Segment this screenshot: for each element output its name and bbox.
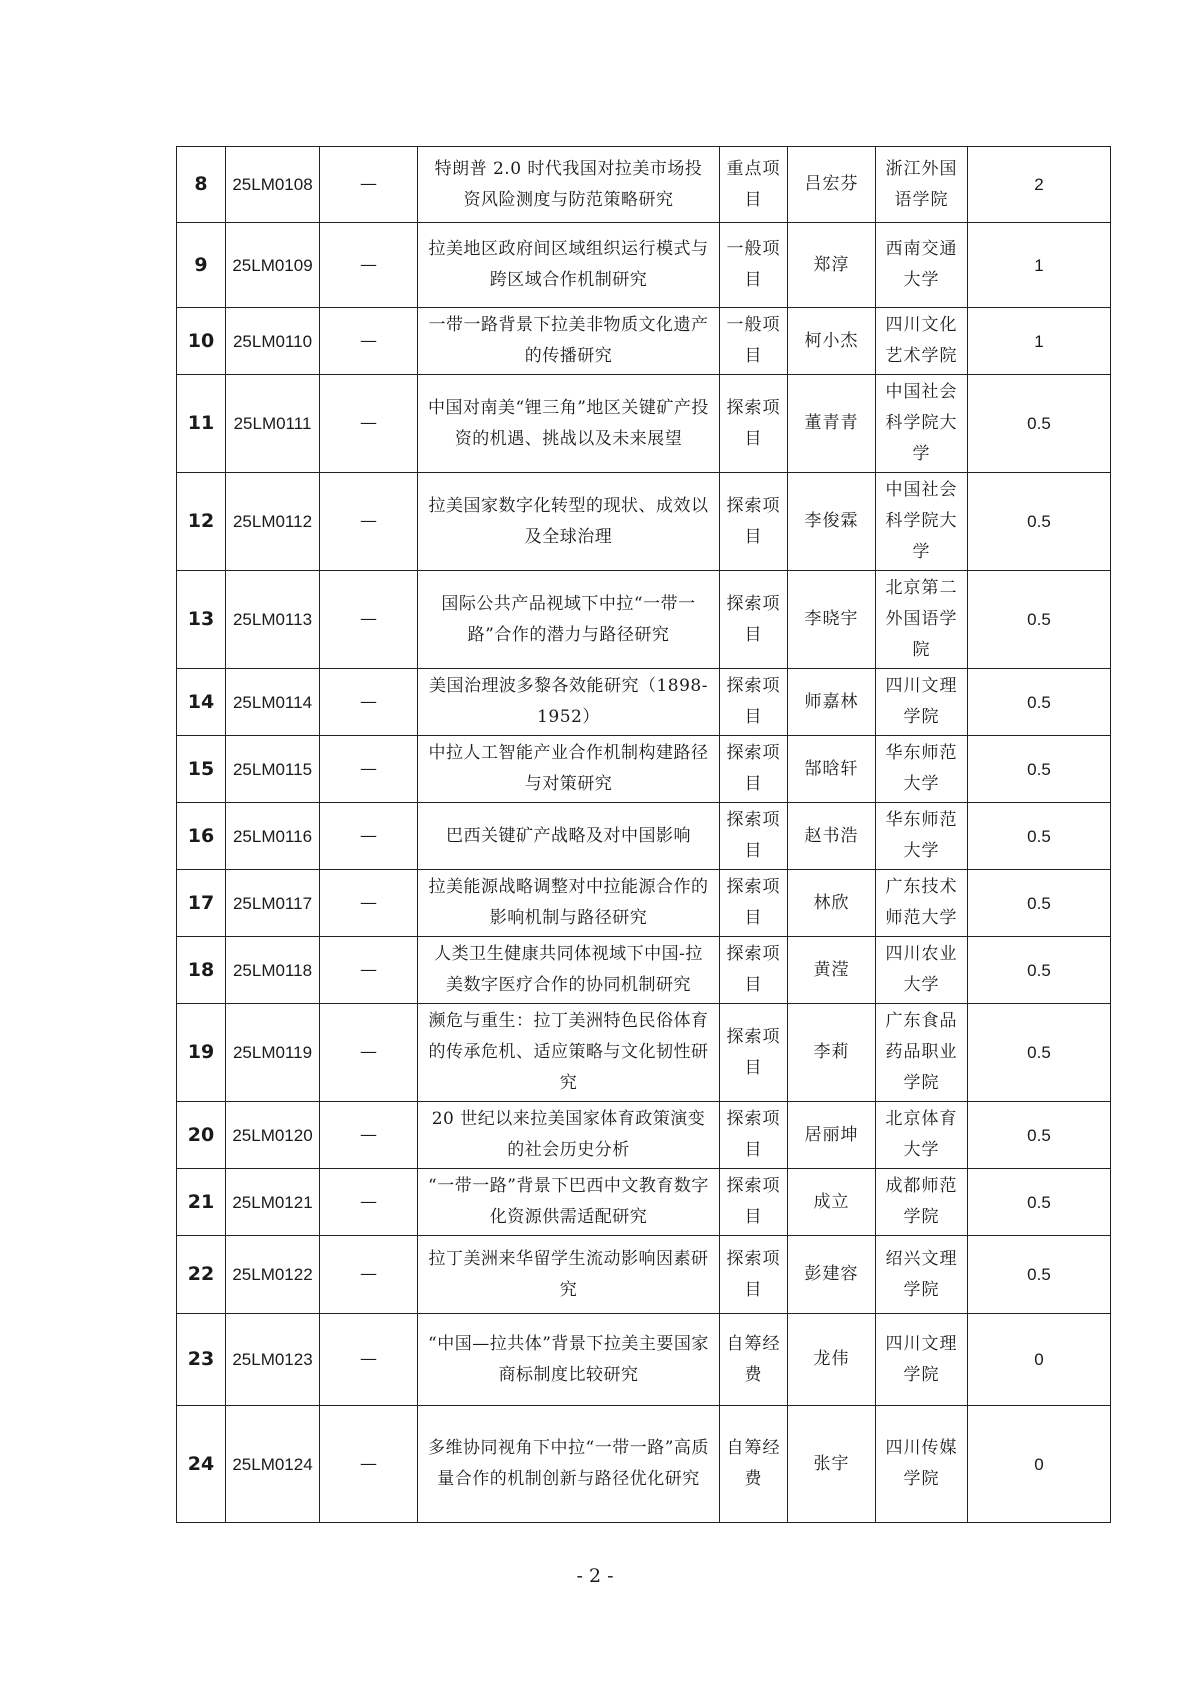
- project-type: 探索项目: [720, 473, 788, 571]
- project-type: 探索项目: [720, 375, 788, 473]
- row-number: 9: [177, 223, 226, 308]
- project-leader: 郑淳: [788, 223, 876, 308]
- table-row: [177, 223, 1111, 308]
- project-title: 美国治理波多黎各效能研究（1898-1952）: [418, 669, 720, 736]
- funding-amount: 0.5: [968, 870, 1111, 937]
- table-row: [177, 571, 1111, 669]
- project-code: 25LM0112: [226, 473, 320, 571]
- row-number: 16: [177, 803, 226, 870]
- placeholder-dash: —: [320, 736, 418, 803]
- table-body: [177, 147, 1111, 1523]
- project-leader: 赵书浩: [788, 803, 876, 870]
- project-type: 自筹经费: [720, 1406, 788, 1523]
- project-title: 濒危与重生：拉丁美洲特色民俗体育的传承危机、适应策略与文化韧性研究: [418, 1004, 720, 1102]
- project-title: 多维协同视角下中拉“一带一路”高质量合作的机制创新与路径优化研究: [418, 1406, 720, 1523]
- project-leader: 吕宏芬: [788, 147, 876, 223]
- row-number: 23: [177, 1314, 226, 1406]
- placeholder-dash: —: [320, 1169, 418, 1236]
- funding-amount: 0: [968, 1406, 1111, 1523]
- project-leader: 居丽坤: [788, 1102, 876, 1169]
- institution: 四川农业大学: [876, 937, 968, 1004]
- table-row: [177, 736, 1111, 803]
- institution: 广东技术师范大学: [876, 870, 968, 937]
- row-number: 22: [177, 1236, 226, 1314]
- project-title: 中拉人工智能产业合作机制构建路径与对策研究: [418, 736, 720, 803]
- table-row: [177, 1314, 1111, 1406]
- placeholder-dash: —: [320, 669, 418, 736]
- project-title: 巴西关键矿产战略及对中国影响: [418, 803, 720, 870]
- institution: 四川传媒学院: [876, 1406, 968, 1523]
- project-code: 25LM0115: [226, 736, 320, 803]
- project-leader: 成立: [788, 1169, 876, 1236]
- funding-amount: 0.5: [968, 669, 1111, 736]
- institution: 北京体育大学: [876, 1102, 968, 1169]
- project-type: 探索项目: [720, 1004, 788, 1102]
- project-type: 探索项目: [720, 1169, 788, 1236]
- funding-amount: 1: [968, 223, 1111, 308]
- placeholder-dash: —: [320, 571, 418, 669]
- placeholder-dash: —: [320, 937, 418, 1004]
- project-title: 中国对南美“锂三角”地区关键矿产投资的机遇、挑战以及未来展望: [418, 375, 720, 473]
- institution: 四川文理学院: [876, 1314, 968, 1406]
- table-row: [177, 870, 1111, 937]
- project-title: 拉美国家数字化转型的现状、成效以及全球治理: [418, 473, 720, 571]
- institution: 四川文化艺术学院: [876, 308, 968, 375]
- project-title: 国际公共产品视域下中拉“一带一路”合作的潜力与路径研究: [418, 571, 720, 669]
- institution: 华东师范大学: [876, 736, 968, 803]
- row-number: 18: [177, 937, 226, 1004]
- placeholder-dash: —: [320, 1406, 418, 1523]
- project-type: 探索项目: [720, 669, 788, 736]
- funding-amount: 0.5: [968, 1236, 1111, 1314]
- table-row: [177, 308, 1111, 375]
- project-leader: 林欣: [788, 870, 876, 937]
- project-code: 25LM0113: [226, 571, 320, 669]
- project-title: 拉美地区政府间区域组织运行模式与跨区域合作机制研究: [418, 223, 720, 308]
- project-type: 探索项目: [720, 937, 788, 1004]
- institution: 四川文理学院: [876, 669, 968, 736]
- table-row: [177, 375, 1111, 473]
- institution: 广东食品药品职业学院: [876, 1004, 968, 1102]
- project-leader: 师嘉林: [788, 669, 876, 736]
- row-number: 17: [177, 870, 226, 937]
- project-leader: 龙伟: [788, 1314, 876, 1406]
- funding-amount: 1: [968, 308, 1111, 375]
- row-number: 13: [177, 571, 226, 669]
- table-row: [177, 1236, 1111, 1314]
- row-number: 15: [177, 736, 226, 803]
- table-row: [177, 1102, 1111, 1169]
- project-title: 特朗普 2.0 时代我国对拉美市场投资风险测度与防范策略研究: [418, 147, 720, 223]
- project-leader: 黄滢: [788, 937, 876, 1004]
- funding-amount: 0.5: [968, 736, 1111, 803]
- project-code: 25LM0121: [226, 1169, 320, 1236]
- institution: 成都师范学院: [876, 1169, 968, 1236]
- table-row: [177, 1004, 1111, 1102]
- project-title: “中国—拉共体”背景下拉美主要国家商标制度比较研究: [418, 1314, 720, 1406]
- project-type: 探索项目: [720, 571, 788, 669]
- project-type: 探索项目: [720, 870, 788, 937]
- row-number: 24: [177, 1406, 226, 1523]
- project-code: 25LM0123: [226, 1314, 320, 1406]
- row-number: 14: [177, 669, 226, 736]
- placeholder-dash: —: [320, 803, 418, 870]
- page-number: - 2 -: [576, 1565, 614, 1587]
- project-type: 探索项目: [720, 736, 788, 803]
- funding-amount: 0: [968, 1314, 1111, 1406]
- project-leader: 李晓宇: [788, 571, 876, 669]
- placeholder-dash: —: [320, 147, 418, 223]
- placeholder-dash: —: [320, 1314, 418, 1406]
- row-number: 11: [177, 375, 226, 473]
- row-number: 21: [177, 1169, 226, 1236]
- project-type: 一般项目: [720, 223, 788, 308]
- project-code: 25LM0122: [226, 1236, 320, 1314]
- project-code: 25LM0118: [226, 937, 320, 1004]
- project-code: 25LM0109: [226, 223, 320, 308]
- project-code: 25LM0119: [226, 1004, 320, 1102]
- row-number: 10: [177, 308, 226, 375]
- funding-amount: 0.5: [968, 1102, 1111, 1169]
- funding-amount: 2: [968, 147, 1111, 223]
- project-code: 25LM0117: [226, 870, 320, 937]
- placeholder-dash: —: [320, 1236, 418, 1314]
- row-number: 19: [177, 1004, 226, 1102]
- project-title: 一带一路背景下拉美非物质文化遗产的传播研究: [418, 308, 720, 375]
- placeholder-dash: —: [320, 223, 418, 308]
- project-code: 25LM0114: [226, 669, 320, 736]
- table-row: [177, 1169, 1111, 1236]
- table-row: [177, 669, 1111, 736]
- funding-amount: 0.5: [968, 1004, 1111, 1102]
- project-type: 探索项目: [720, 1102, 788, 1169]
- row-number: 12: [177, 473, 226, 571]
- project-type: 重点项目: [720, 147, 788, 223]
- table-row: [177, 1406, 1111, 1523]
- project-title: 拉丁美洲来华留学生流动影响因素研究: [418, 1236, 720, 1314]
- project-leader: 张宇: [788, 1406, 876, 1523]
- placeholder-dash: —: [320, 1102, 418, 1169]
- row-number: 20: [177, 1102, 226, 1169]
- placeholder-dash: —: [320, 375, 418, 473]
- row-number: 8: [177, 147, 226, 223]
- placeholder-dash: —: [320, 870, 418, 937]
- institution: 中国社会科学院大学: [876, 375, 968, 473]
- placeholder-dash: —: [320, 473, 418, 571]
- funding-amount: 0.5: [968, 1169, 1111, 1236]
- project-leader: 李莉: [788, 1004, 876, 1102]
- project-title: 20 世纪以来拉美国家体育政策演变的社会历史分析: [418, 1102, 720, 1169]
- project-code: 25LM0108: [226, 147, 320, 223]
- project-leader: 董青青: [788, 375, 876, 473]
- project-code: 25LM0120: [226, 1102, 320, 1169]
- project-code: 25LM0110: [226, 308, 320, 375]
- funding-amount: 0.5: [968, 375, 1111, 473]
- funding-amount: 0.5: [968, 571, 1111, 669]
- project-results-table: [176, 146, 1111, 1523]
- project-code: 25LM0116: [226, 803, 320, 870]
- institution: 绍兴文理学院: [876, 1236, 968, 1314]
- project-leader: 李俊霖: [788, 473, 876, 571]
- project-type: 探索项目: [720, 1236, 788, 1314]
- project-leader: 柯小杰: [788, 308, 876, 375]
- placeholder-dash: —: [320, 1004, 418, 1102]
- project-type: 探索项目: [720, 803, 788, 870]
- project-code: 25LM0111: [226, 375, 320, 473]
- project-type: 一般项目: [720, 308, 788, 375]
- project-title: 人类卫生健康共同体视域下中国-拉美数字医疗合作的协同机制研究: [418, 937, 720, 1004]
- institution: 华东师范大学: [876, 803, 968, 870]
- project-type: 自筹经费: [720, 1314, 788, 1406]
- funding-amount: 0.5: [968, 473, 1111, 571]
- project-leader: 彭建容: [788, 1236, 876, 1314]
- table-row: [177, 937, 1111, 1004]
- institution: 西南交通大学: [876, 223, 968, 308]
- project-leader: 郜晗轩: [788, 736, 876, 803]
- project-title: 拉美能源战略调整对中拉能源合作的影响机制与路径研究: [418, 870, 720, 937]
- institution: 浙江外国语学院: [876, 147, 968, 223]
- project-code: 25LM0124: [226, 1406, 320, 1523]
- institution: 北京第二外国语学院: [876, 571, 968, 669]
- project-title: “一带一路”背景下巴西中文教育数字化资源供需适配研究: [418, 1169, 720, 1236]
- institution: 中国社会科学院大学: [876, 473, 968, 571]
- funding-amount: 0.5: [968, 803, 1111, 870]
- table-row: [177, 473, 1111, 571]
- funding-amount: 0.5: [968, 937, 1111, 1004]
- table-row: [177, 147, 1111, 223]
- table-row: [177, 803, 1111, 870]
- placeholder-dash: —: [320, 308, 418, 375]
